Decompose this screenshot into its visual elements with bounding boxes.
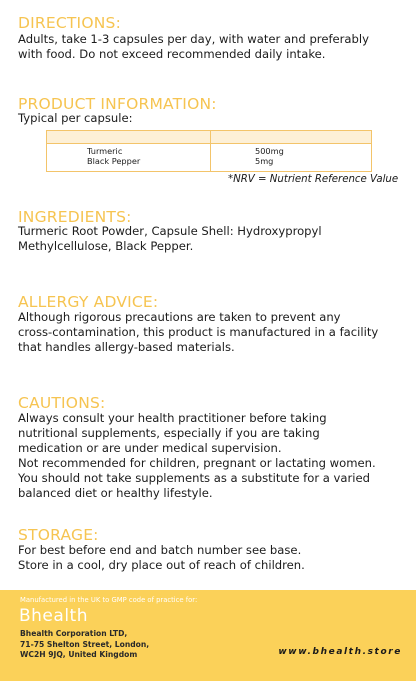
nrv-note: *NRV = Nutrient Reference Value	[228, 174, 399, 185]
address-line: Bhealth Corporation LTD,	[20, 629, 128, 638]
storage-heading: STORAGE:	[18, 526, 99, 544]
nutrition-table	[46, 130, 372, 172]
ingredients-text	[18, 224, 408, 254]
table-cell-amount: 5mg	[255, 156, 274, 166]
table-cell-name: Black Pepper	[87, 156, 141, 166]
address-line: 71-75 Shelton Street, London,	[20, 639, 150, 649]
footer-band	[0, 590, 416, 681]
bhealth-logo: Bhealth	[19, 606, 88, 626]
cautions-line: Not recommended for children, pregnant or lactating women.	[18, 456, 376, 470]
nutrition-table-body	[47, 144, 371, 172]
manufactured-note: Manufactured in the UK to GMP code of practice for:	[20, 596, 198, 604]
product-information-heading: PRODUCT INFORMATION:	[18, 95, 217, 113]
allergy-text	[18, 310, 408, 355]
ingredients-line: Turmeric Root Powder, Capsule Shell: Hydroxypropyl	[18, 224, 322, 238]
cautions-line: nutritional supplements, especially if you are taking	[18, 426, 320, 440]
storage-text	[18, 543, 408, 573]
table-cell-amount: 500mg	[255, 146, 284, 156]
company-address	[20, 629, 149, 661]
typical-per-capsule-label: Typical per capsule:	[18, 111, 133, 125]
address-line: WC2H 9JQ, United Kingdom	[20, 650, 138, 659]
cautions-line: You should not take supplements as a substitute for a varied	[18, 471, 371, 485]
directions-heading: DIRECTIONS:	[18, 14, 121, 32]
cautions-text	[18, 411, 408, 501]
nutrition-table-header	[47, 131, 371, 144]
directions-line: Adults, take 1-3 capsules per day, with water and preferably	[18, 32, 369, 46]
ingredient-amounts	[255, 146, 284, 166]
cautions-heading: CAUTIONS:	[18, 394, 106, 412]
cautions-line: Always consult your health practitioner before taking	[18, 411, 327, 425]
directions-text	[18, 32, 408, 62]
website-link[interactable]: www.bhealth.store	[278, 647, 402, 657]
product-information-subheading	[18, 111, 408, 126]
ingredients-line: Methylcellulose, Black Pepper.	[18, 239, 194, 253]
ingredients-heading: INGREDIENTS:	[18, 208, 132, 226]
table-cell-name: Turmeric	[87, 146, 123, 156]
allergy-heading: ALLERGY ADVICE:	[18, 293, 159, 311]
storage-line: Store in a cool, dry place out of reach of children.	[18, 558, 305, 572]
cautions-line: balanced diet or healthy lifestyle.	[18, 486, 213, 500]
allergy-line: Although rigorous precautions are taken to prevent any	[18, 310, 341, 324]
allergy-line: cross-contamination, this product is manufactured in a facility	[18, 325, 379, 339]
ingredient-names	[87, 146, 140, 166]
allergy-line: that handles allergy-based materials.	[18, 340, 235, 354]
directions-line: with food. Do not exceed recommended daily intake.	[18, 47, 326, 61]
storage-line: For best before end and batch number see base.	[18, 543, 302, 557]
cautions-line: medication or are under medical supervision.	[18, 441, 282, 455]
